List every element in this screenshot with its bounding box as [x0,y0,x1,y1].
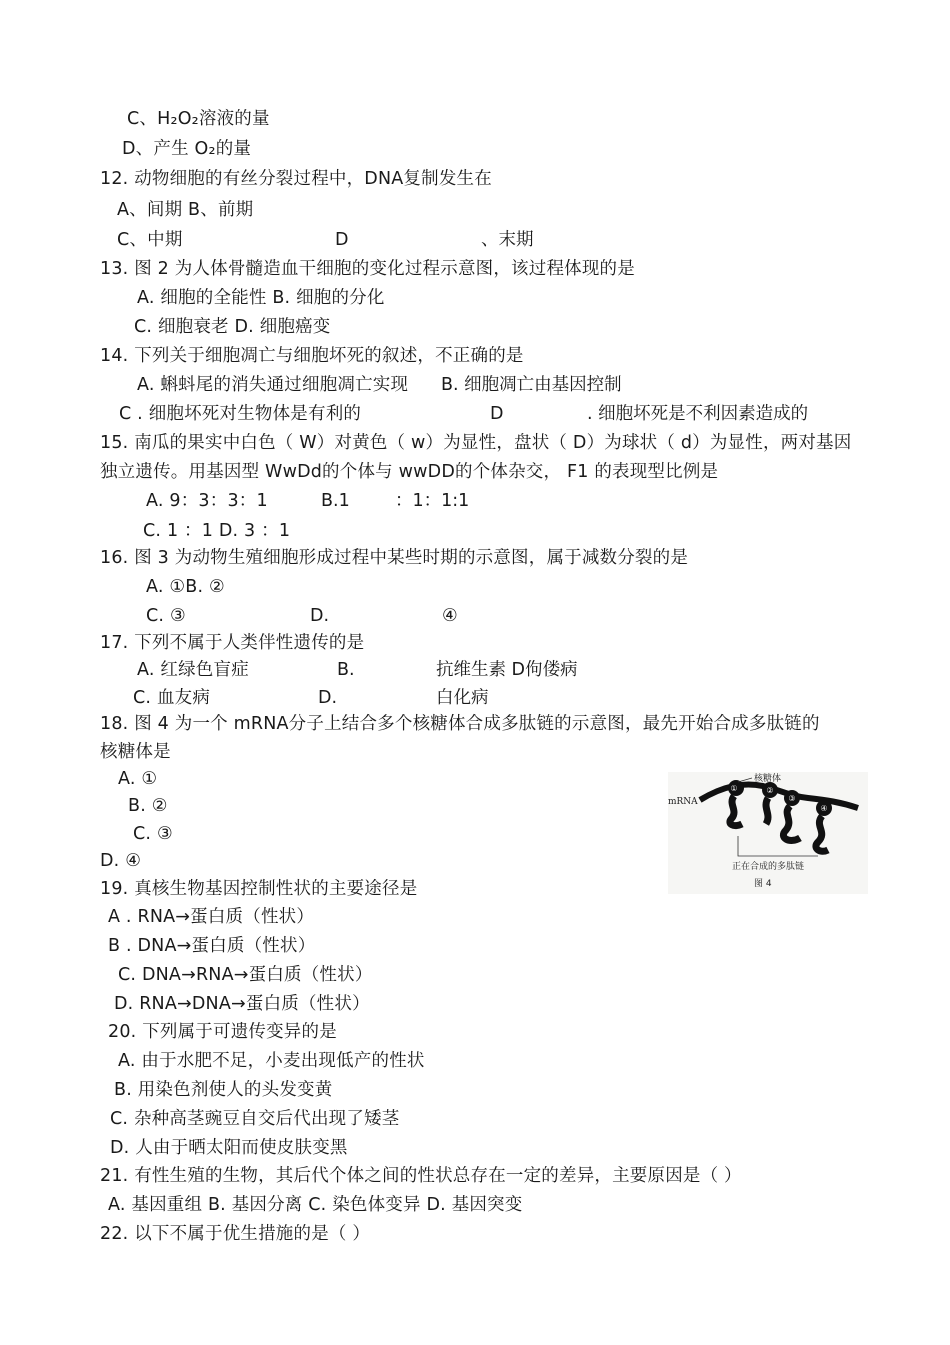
q16-option-d-text: ④ [442,606,458,626]
question-18-line1: 18. 图 4 为一个 mRNA分子上结合多个核糖体合成多肽链的示意图，最先开始合成多肽链的 [100,714,820,734]
q16-option-d: D. [310,606,330,626]
q13-options-cd: C. 细胞衰老 D. 细胞癌变 [134,317,331,337]
question-13: 13. 图 2 为人体骨髓造血干细胞的变化过程示意图，该过程体现的是 [100,259,635,279]
q17-option-d: D. [318,688,338,708]
q21-options: A. 基因重组 B. 基因分离 C. 染色体变异 D. 基因突变 [108,1195,523,1215]
q18-option-b: B. ② [128,796,168,816]
q18-option-c: C. ③ [133,824,173,844]
q15-option-b-ratio: ：1：1:1 [395,491,470,511]
q17-option-b: B. [337,660,355,680]
question-16: 16. 图 3 为动物生殖细胞形成过程中某些时期的示意图，属于减数分裂的是 [100,548,689,568]
q17-option-b-text: 抗维生素 D佝偻病 [436,660,578,680]
question-15-line2: 独立遗传。用基因型 WwDd的个体与 wwDD的个体杂交， F1 的表现型比例是 [100,462,719,482]
q15-option-b: B.1 [321,491,350,511]
q14-option-c: C . 细胞坏死对生物体是有利的 [119,404,362,424]
ribosome-number-4: ④ [820,804,828,813]
question-15-line1: 15. 南瓜的果实中白色（ W）对黄色（ w）为显性，盘状（ D）为球状（ d）为显性，两对基因 [100,433,852,453]
q15-options-cd: C. 1 ：1 D. 3 ：1 [143,521,291,541]
q12-options-ab: A、间期 B、前期 [117,200,254,220]
question-17: 17. 下列不属于人类伴性遗传的是 [100,633,365,653]
ribosome-number-3: ③ [788,794,796,803]
q12-option-d: D [335,230,349,250]
q17-option-c: C. 血友病 [133,688,211,708]
q20-option-d: D. 人由于晒太阳而使皮肤变黑 [110,1138,348,1158]
q20-option-b: B. 用染色剂使人的头发变黄 [114,1080,333,1100]
q14-option-d-text: . 细胞坏死是不利因素造成的 [587,404,809,424]
question-12: 12. 动物细胞的有丝分裂过程中，DNA复制发生在 [100,169,492,189]
figure-4-caption: 图 4 [754,879,772,889]
q14-option-b: B. 细胞凋亡由基因控制 [441,375,622,395]
q17-option-a: A. 红绿色盲症 [137,660,249,680]
question-21: 21. 有性生殖的生物，其后代个体之间的性状总存在一定的差异，主要原因是（ ） [100,1166,742,1186]
q20-option-c: C. 杂种高茎豌豆自交后代出现了矮茎 [110,1109,400,1129]
ribosome-number-2: ② [766,786,774,795]
q16-option-c: C. ③ [146,606,186,626]
q14-option-d: D [490,404,504,424]
q13-options-ab: A. 细胞的全能性 B. 细胞的分化 [137,288,385,308]
q18-option-d: D. ④ [100,851,142,871]
polypeptide-label: 正在合成的多肽链 [732,862,805,872]
q12-option-d-text: 、末期 [481,230,534,250]
q20-option-a: A. 由于水肥不足，小麦出现低产的性状 [118,1051,425,1071]
q15-option-a: A. 9：3：3：1 [146,491,268,511]
question-20: 20. 下列属于可遗传变异的是 [108,1022,337,1042]
q19-option-d: D. RNA→DNA→蛋白质（性状） [114,994,370,1014]
q17-option-d-text: 白化病 [436,688,489,708]
q12-option-c: C、中期 [117,230,183,250]
q16-options-ab: A. ①B. ② [146,577,225,597]
question-22: 22. 以下不属于优生措施的是（ ） [100,1224,371,1244]
q18-option-a: A. ① [118,769,158,789]
ribosome-label: 核糖体 [754,774,782,784]
q19-option-c: C. DNA→RNA→蛋白质（性状） [118,965,373,985]
figure-4-ribosomes [668,772,868,894]
q19-option-a: A . RNA→蛋白质（性状） [108,907,315,927]
q14-option-a: A. 蝌蚪尾的消失通过细胞凋亡实现 [137,375,409,395]
option-d-line: D、产生 O₂的量 [122,139,252,159]
question-19: 19. 真核生物基因控制性状的主要途径是 [100,879,418,899]
option-c-line: C、H₂O₂溶液的量 [127,109,270,129]
ribosome-number-1: ① [730,784,738,793]
mrna-label: mRNA [668,797,698,807]
question-18-line2: 核糖体是 [100,742,171,762]
question-14: 14. 下列关于细胞凋亡与细胞坏死的叙述，不正确的是 [100,346,524,366]
q19-option-b: B . DNA→蛋白质（性状） [108,936,316,956]
